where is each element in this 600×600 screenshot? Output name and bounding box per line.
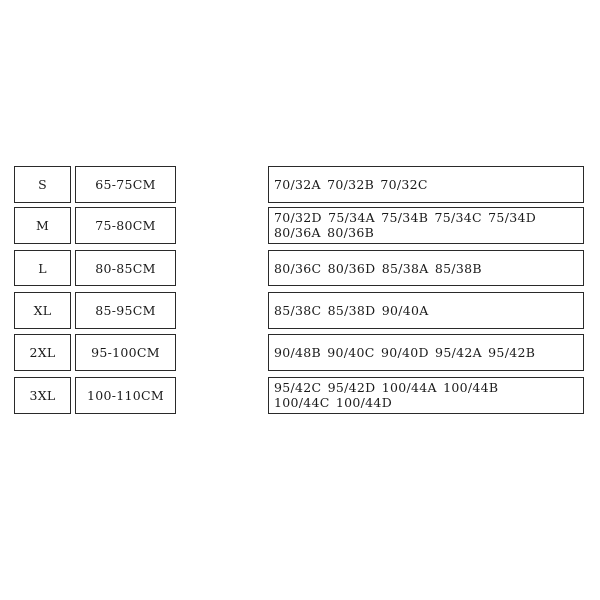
cup-sizes: 80/36C 80/36D 85/38A 85/38B <box>274 260 482 276</box>
size-cell-l <box>14 250 71 286</box>
size-cell-xl <box>14 292 71 329</box>
size-cell-3xl <box>14 377 71 414</box>
size-label: L <box>38 260 47 276</box>
cup-sizes: 70/32D 75/34A 75/34B 75/34C 75/34D 80/36A 80/36B <box>274 210 537 240</box>
cup-sizes: 90/48B 90/40C 90/40D 95/42A 95/42B <box>274 345 536 360</box>
cup-sizes-cell-xl <box>268 292 584 329</box>
size-cell-2xl <box>14 334 71 371</box>
underbust-range: 85-95CM <box>95 303 156 318</box>
size-label: XL <box>33 303 52 318</box>
underbust-range: 80-85CM <box>95 260 156 276</box>
cup-sizes: 95/42C 95/42D 100/44A 100/44B 100/44C 100/44D <box>274 380 499 410</box>
underbust-cell-3xl <box>75 377 176 414</box>
cup-sizes-cell-l <box>268 250 584 286</box>
cup-sizes: 85/38C 85/38D 90/40A <box>274 303 429 318</box>
size-label: 2XL <box>29 345 56 360</box>
underbust-range: 75-80CM <box>95 218 156 233</box>
underbust-range: 95-100CM <box>91 345 160 360</box>
underbust-cell-m <box>75 207 176 244</box>
size-cell-s <box>14 166 71 203</box>
cup-sizes: 70/32A 70/32B 70/32C <box>274 177 428 192</box>
underbust-range: 65-75CM <box>95 177 156 192</box>
underbust-cell-l <box>75 250 176 286</box>
cup-sizes-cell-m <box>268 207 584 244</box>
size-label: S <box>38 177 47 192</box>
size-label: M <box>35 218 50 233</box>
cup-sizes-cell-2xl <box>268 334 584 371</box>
size-cell-m <box>14 207 71 244</box>
underbust-cell-s <box>75 166 176 203</box>
underbust-range: 100-110CM <box>86 388 164 403</box>
size-label: 3XL <box>29 388 56 403</box>
cup-sizes-cell-3xl <box>268 377 584 414</box>
underbust-cell-xl <box>75 292 176 329</box>
cup-sizes-cell-s <box>268 166 584 203</box>
underbust-cell-2xl <box>75 334 176 371</box>
